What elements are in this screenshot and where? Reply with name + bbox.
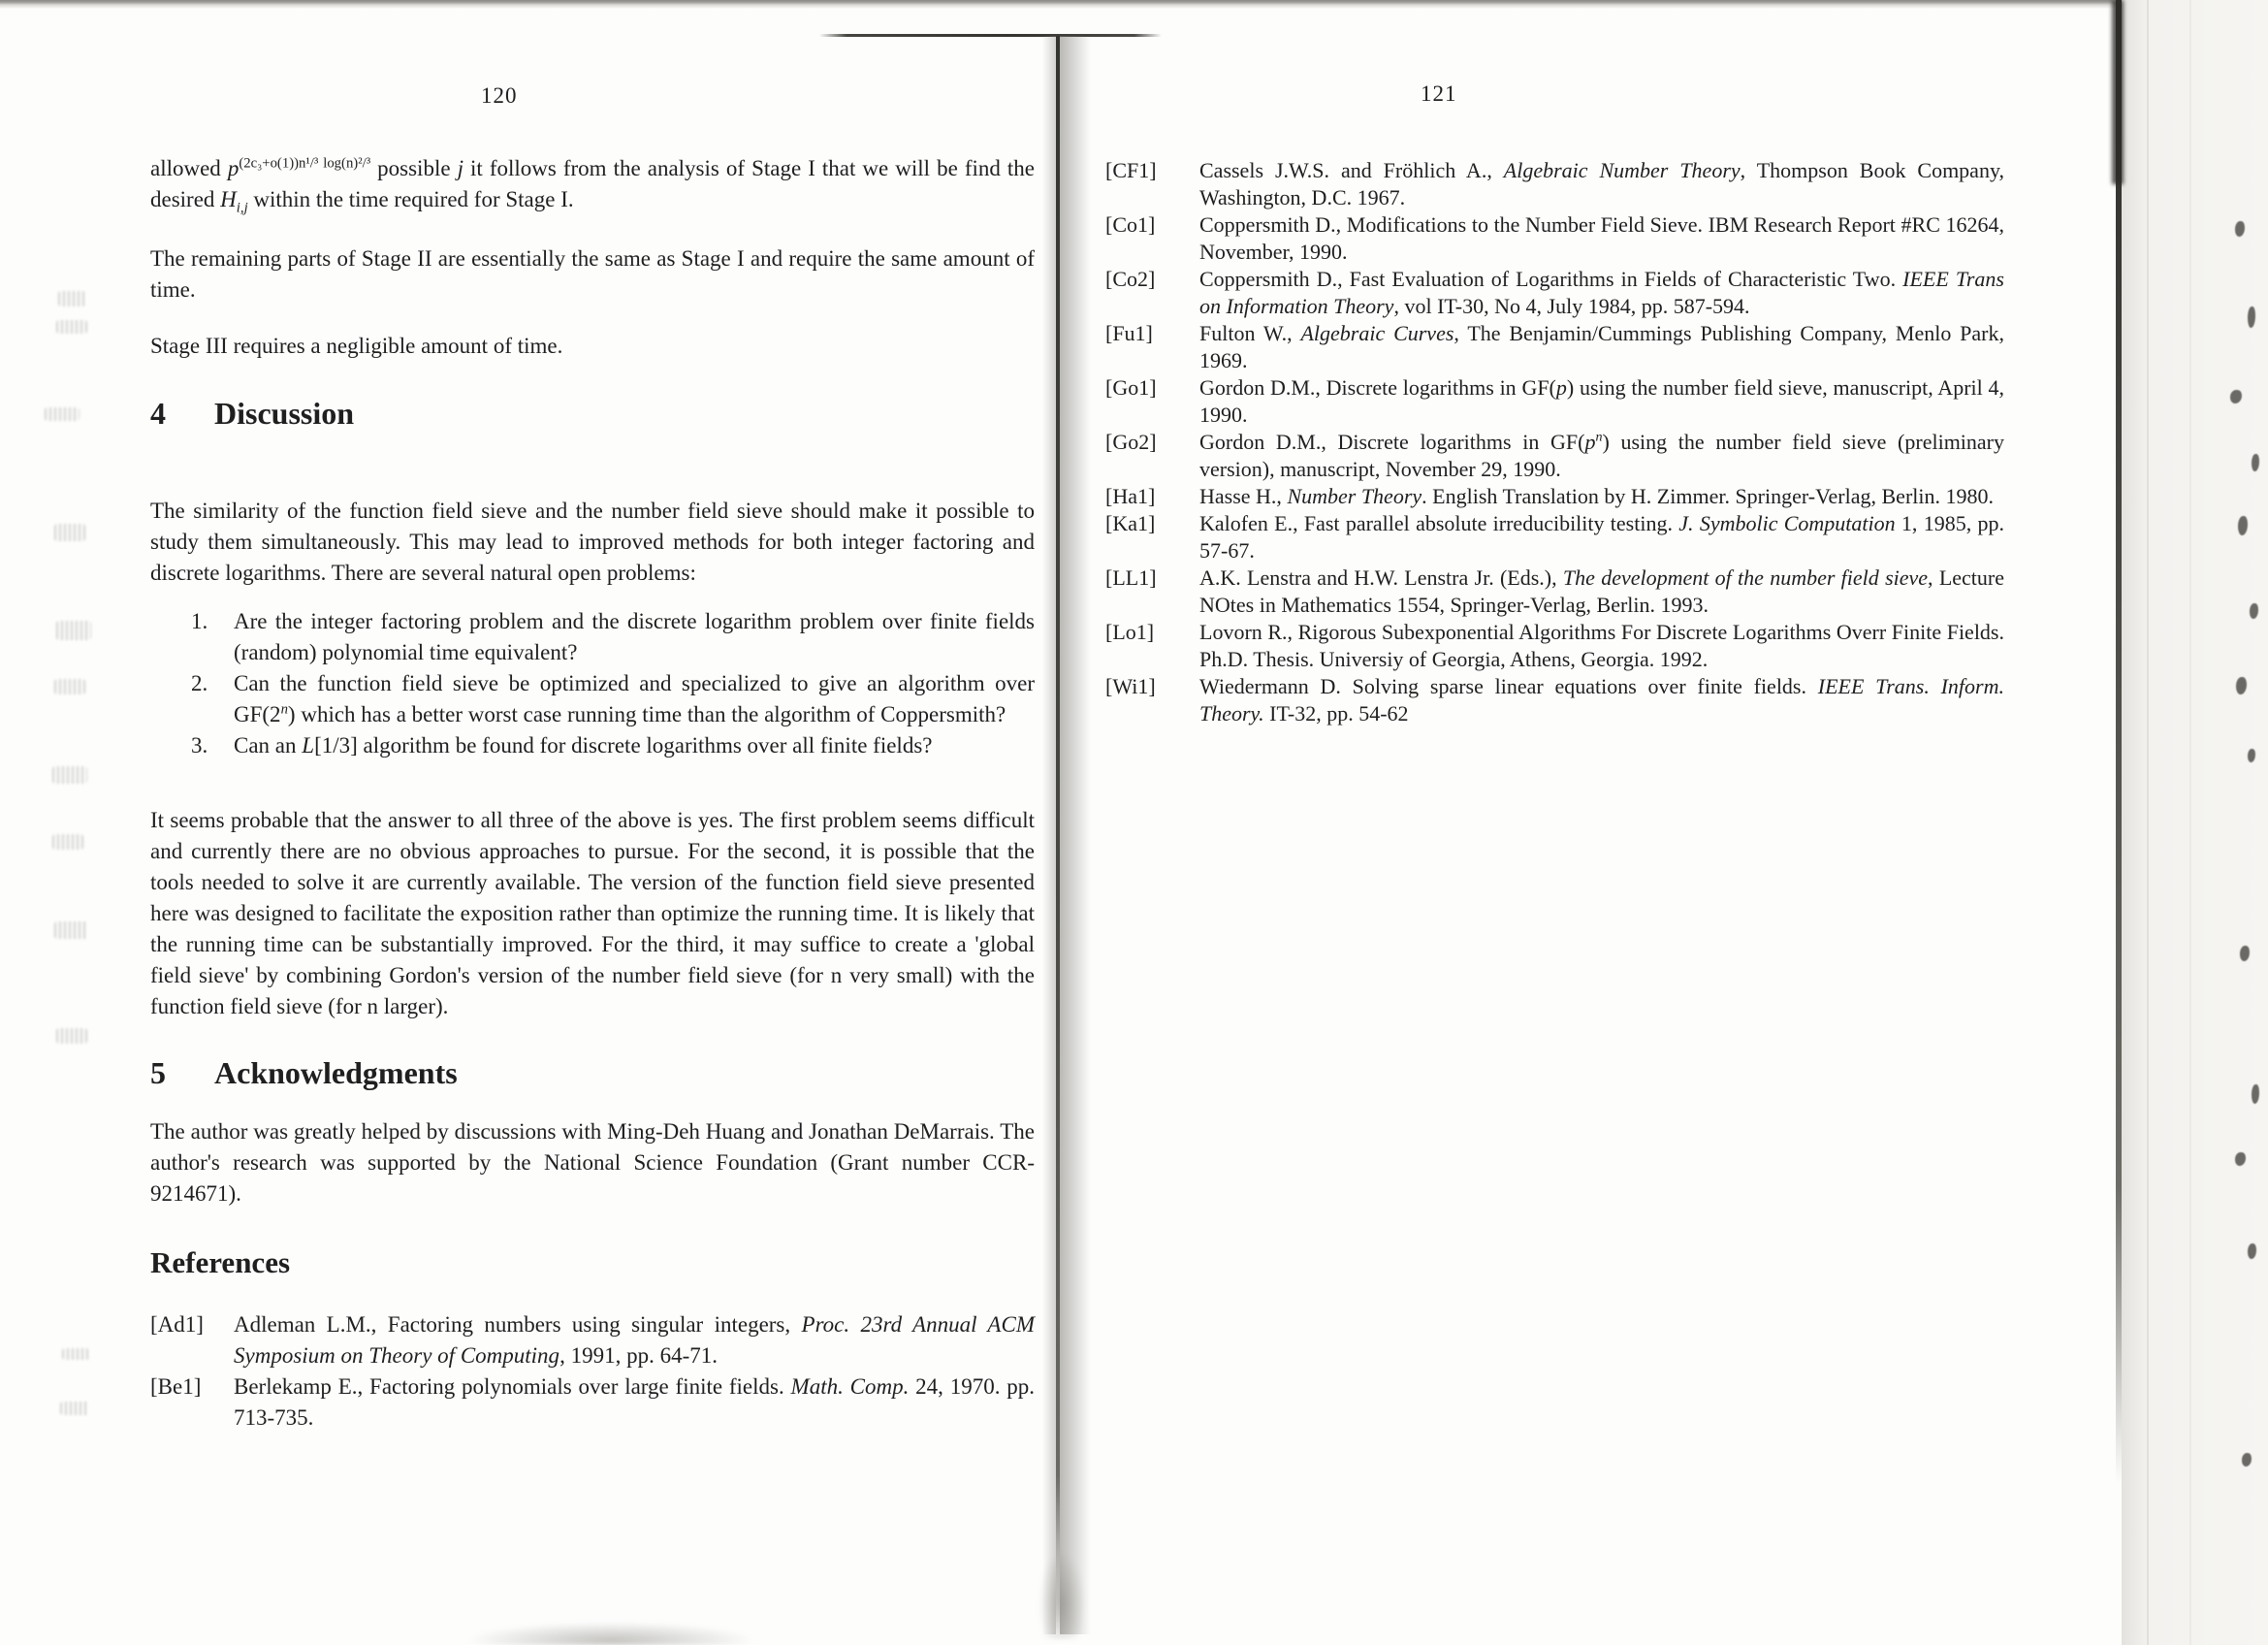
scan-artifact [56, 320, 87, 334]
text-segment: The remaining parts of Stage II are essentially the same as Stage I and require the same amount of time. [150, 246, 1035, 302]
text-segment: n [280, 701, 288, 718]
text-segment: Algebraic Curves [1300, 321, 1454, 345]
paragraph [150, 496, 1035, 589]
text-segment: Gordon D.M., Discrete logarithms in GF( [1199, 430, 1585, 454]
text-segment: (2c₃+o(1))n¹/³ log(n)²/³ [239, 155, 371, 172]
list-item-number: 2. [191, 671, 208, 695]
reference-label: [LL1] [1105, 565, 1157, 590]
references-heading: References [150, 1245, 291, 1279]
section-title: Discussion [214, 396, 355, 431]
list-item-number: 3. [191, 733, 208, 758]
text-segment: ) using the number field sieve (preliminary version), manuscript, November 29, 1990. [1199, 430, 2005, 481]
scan-artifact [52, 834, 83, 850]
reference-text [1199, 483, 2004, 510]
binding-gutter-shadow-left [1042, 36, 1056, 1634]
text-segment: Berlekamp E., Factoring polynomials over large finite fields. [234, 1374, 791, 1399]
text-segment: Can an [234, 733, 303, 758]
text-segment: p [1584, 430, 1596, 454]
scan-right-page-edge [2116, 0, 2122, 1484]
reference-entry [1105, 483, 2004, 510]
scan-top-edge [0, 0, 2268, 9]
text-segment: Coppersmith D., Fast Evaluation of Logarithms in Fields of Characteristic Two. [1199, 267, 1903, 291]
scan-artifact [465, 1622, 756, 1645]
reference-label: [Be1] [150, 1374, 202, 1399]
reference-label: [CF1] [1105, 158, 1157, 182]
page-number-left: 120 [481, 83, 518, 108]
text-segment: . English Translation by H. Zimmer. Springer-Verlag, Berlin. 1980. [1421, 484, 1994, 508]
paragraph [150, 243, 1035, 306]
reference-entry [1105, 619, 2004, 673]
text-segment: Wiedermann D. Solving sparse linear equations over finite fields. [1199, 674, 1818, 698]
reference-text [234, 1371, 1035, 1434]
reference-label: [Ka1] [1105, 511, 1156, 535]
reference-text [1199, 320, 2004, 374]
scan-artifact [58, 291, 85, 306]
scan-right-page-stack [2122, 0, 2268, 1645]
reference-entry [1105, 211, 2004, 266]
text-segment: Stage III requires a negligible amount of time. [150, 334, 563, 358]
left-page-content [150, 153, 1035, 1434]
reference-entry [1105, 157, 2004, 211]
text-segment: Can the function field sieve be optimized and specialized to give an algorithm over GF(2 [234, 671, 1035, 726]
scan-artifact [1038, 1552, 1086, 1639]
scan-artifact [56, 1028, 87, 1044]
text-segment: H [220, 187, 237, 211]
list-item-text [234, 606, 1035, 668]
reference-text [1199, 157, 2004, 211]
text-segment: 24, 1970. pp. 713-735. [234, 1374, 1036, 1430]
text-segment: L [302, 733, 315, 758]
text-segment: Gordon D.M., Discrete logarithms in GF( [1199, 375, 1556, 400]
text-segment: IEEE Trans on Information Theory [1199, 267, 2004, 318]
scan-artifact [60, 1402, 89, 1415]
text-segment: The author was greatly helped by discussions with Ming-Deh Huang and Jonathan DeMarrais. The author's research was supported by the National Science Foundation (Grant number CCR-9214671). [150, 1119, 1035, 1206]
text-segment: It seems probable that the answer to all three of the above is yes. The first problem seems difficult and currently there are no obvious approaches to pursue. For the second, it is possible that the tools needed to solve it are currently available. The version of the function field sieve presented here was designed to facilitate the exposition rather than optimize the running time. It is likely that the running time can be substantially improved. For the third, it may suffice to create a 'global field sieve' by combining Gordon's version of the number field sieve (for n very small) with the function field sieve (for n larger). [150, 808, 1035, 1018]
text-segment: A.K. Lenstra and H.W. Lenstra Jr. (Eds.), [1199, 565, 1563, 590]
text-segment: , Lecture NOtes in Mathematics 1554, Springer-Verlag, Berlin. 1993. [1199, 565, 2004, 617]
scan-artifact [54, 921, 87, 939]
text-segment: , 1991, pp. 64-71. [559, 1343, 718, 1368]
text-segment: p [1555, 375, 1567, 400]
reference-entry [1105, 510, 2004, 564]
section-heading [150, 392, 1035, 435]
text-segment: i,j [236, 200, 248, 216]
text-segment: Are the integer factoring problem and the discrete logarithm problem over finite fields (random) polynomial time equivalent? [234, 609, 1035, 664]
text-segment: Lovorn R., Rigorous Subexponential Algorithms For Discrete Logarithms Overr Finite Fields. Ph.D. Thesis. Universiy of Georgia, Athens, Georgia. 1992. [1199, 620, 2004, 671]
text-segment: Math. Comp. [790, 1374, 910, 1399]
text-segment: j [457, 156, 463, 180]
list-item-number: 1. [191, 609, 208, 633]
page-number-right: 121 [1421, 81, 1457, 106]
reference-label: [Ad1] [150, 1312, 204, 1337]
scan-artifact [54, 679, 85, 694]
scan-artifact [52, 766, 87, 784]
scan-artifact [54, 524, 85, 541]
text-segment: n [1595, 429, 1603, 445]
text-segment: Fulton W., [1199, 321, 1301, 345]
text-segment: Coppersmith D., Modifications to the Number Field Sieve. IBM Research Report #RC 16264, November, 1990. [1199, 212, 2004, 264]
text-segment: Kalofen E., Fast parallel absolute irreducibility testing. [1199, 511, 1679, 535]
reference-label: [Co1] [1105, 212, 1156, 237]
reference-entry [1105, 673, 2004, 727]
section-heading [150, 1051, 1035, 1094]
paragraph [150, 805, 1035, 1022]
reference-text [1199, 211, 2004, 266]
text-segment: IEEE Trans. Inform. Theory. [1199, 674, 2004, 726]
text-segment: , Thompson Book Company, Washington, D.C. 1967. [1199, 158, 2005, 210]
reference-label: [Co2] [1105, 267, 1156, 291]
reference-text [1199, 510, 2004, 564]
text-segment: IT-32, pp. 54-62 [1263, 701, 1409, 726]
reference-text [1199, 266, 2004, 320]
scan-artifact [2189, 0, 2191, 1645]
text-segment: it follows from the analysis of Stage I that we will be find the desired [150, 156, 1036, 211]
text-segment: within the time required for Stage I. [247, 187, 574, 211]
paragraph [150, 1116, 1035, 1210]
scan-artifact [56, 621, 91, 640]
text-segment: ) which has a better worst case running time than the algorithm of Coppersmith? [287, 702, 1006, 726]
reference-entry [1105, 429, 2004, 483]
scan-artifact [62, 1348, 89, 1360]
reference-label: [Go1] [1105, 375, 1157, 400]
text-segment: p [227, 156, 240, 180]
reference-label: [Lo1] [1105, 620, 1155, 644]
right-page-content [1105, 157, 2004, 727]
text-segment: Proc. 23rd Annual ACM Symposium on Theory of Computing [234, 1312, 1035, 1368]
scan-right-page-edge-top [2112, 0, 2124, 184]
reference-entry [150, 1371, 1035, 1434]
scan-artifact [45, 407, 80, 421]
text-segment: J. Symbolic Computation [1678, 511, 1896, 535]
reference-entry [1105, 564, 2004, 619]
open-problems-list [150, 606, 1035, 761]
text-segment: Algebraic Number Theory [1503, 158, 1741, 182]
reference-text [1199, 619, 2004, 673]
reference-label: [Go2] [1105, 430, 1157, 454]
scan-artifact [2147, 0, 2149, 1645]
list-item [150, 730, 1035, 761]
text-segment: Adleman L.M., Factoring numbers using singular integers, [234, 1312, 802, 1337]
reference-label: [Fu1] [1105, 321, 1153, 345]
text-segment: Hasse H., [1199, 484, 1288, 508]
list-item-text [234, 730, 1035, 761]
reference-entry [1105, 320, 2004, 374]
reference-text [1199, 374, 2004, 429]
reference-text [1199, 429, 2004, 483]
text-segment: The similarity of the function field sieve and the number field sieve should make it possible to study them simultaneously. This may lead to improved methods for both integer factoring and discrete logarithms. There are several natural open problems: [150, 499, 1035, 585]
text-segment: 1, 1985, pp. 57-67. [1199, 511, 2004, 563]
text-segment: ) using the number field sieve, manuscript, April 4, 1990. [1199, 375, 2004, 427]
text-segment: allowed [150, 156, 228, 180]
list-item-text [234, 668, 1035, 730]
text-segment: [1/3] algorithm be found for discrete logarithms over all finite fields? [314, 733, 933, 758]
binding-gutter-shadow-right [1060, 36, 1091, 1634]
section-title: Acknowledgments [214, 1055, 458, 1090]
section-number: 4 [150, 396, 166, 431]
list-item [150, 668, 1035, 730]
paragraph [150, 331, 1035, 362]
reference-entry [150, 1309, 1035, 1371]
list-item [150, 606, 1035, 668]
text-segment: Number Theory [1287, 484, 1422, 508]
reference-text [1199, 673, 2004, 727]
text-segment: , The Benjamin/Cummings Publishing Company, Menlo Park, 1969. [1199, 321, 2004, 372]
reference-text [234, 1309, 1035, 1371]
reference-entry [1105, 374, 2004, 429]
section-number: 5 [150, 1055, 166, 1090]
reference-label: [Ha1] [1105, 484, 1156, 508]
paragraph [150, 153, 1035, 215]
scan-page-top-edge-line [819, 34, 1162, 37]
reference-entry [1105, 266, 2004, 320]
text-segment: Cassels J.W.S. and Fröhlich A., [1199, 158, 1504, 182]
reference-label: [Wi1] [1105, 674, 1156, 698]
text-segment: The development of the number field sieve [1562, 565, 1929, 590]
text-segment: possible [370, 156, 458, 180]
reference-text [1199, 564, 2004, 619]
binding-gutter-line [1056, 36, 1060, 1634]
text-segment: , vol IT-30, No 4, July 1984, pp. 587-594. [1393, 294, 1750, 318]
